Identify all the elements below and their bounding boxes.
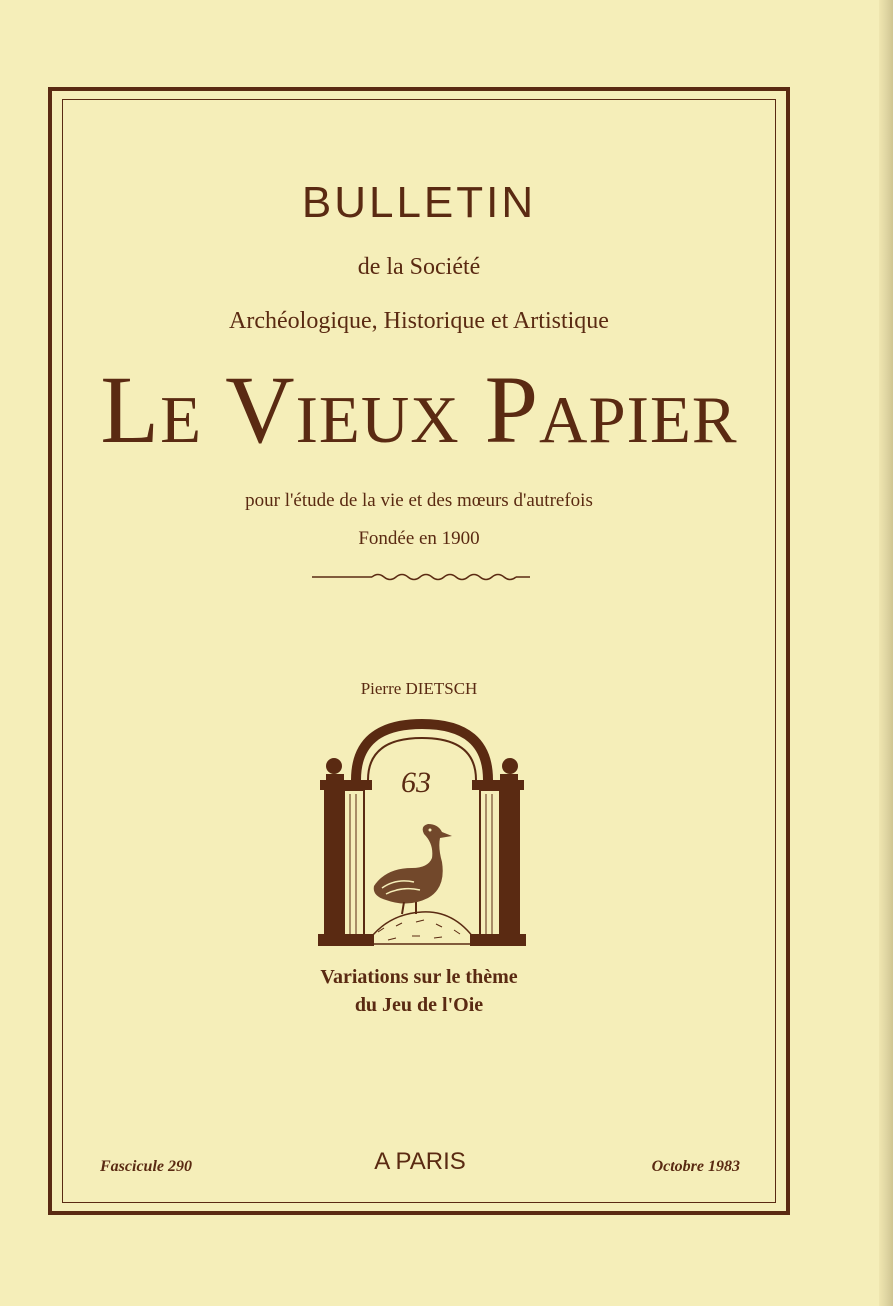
illustration-number: 63	[401, 766, 431, 799]
bulletin-heading: BULLETIN	[301, 178, 537, 227]
fascicule-number: Fascicule 290	[100, 1158, 192, 1175]
ornamental-rule	[312, 570, 530, 584]
caption-line-1: Variations sur le thème	[320, 966, 518, 988]
caption-line-2: du Jeu de l'Oie	[354, 994, 484, 1016]
publication-title: Le Vieux Papier	[100, 356, 738, 463]
publication-place: A PARIS	[374, 1148, 466, 1175]
subtitle: pour l'étude de la vie et des mœurs d'autrefois	[245, 490, 593, 511]
goose-arch-illustration	[316, 718, 528, 950]
founded-line: Fondée en 1900	[358, 528, 480, 549]
author-name: Pierre DIETSCH	[360, 679, 478, 698]
paper-edge	[879, 0, 893, 1306]
publication-date: Octobre 1983	[651, 1158, 740, 1175]
society-line-2: Archéologique, Historique et Artistique	[229, 308, 609, 334]
society-line-1: de la Société	[357, 254, 481, 280]
